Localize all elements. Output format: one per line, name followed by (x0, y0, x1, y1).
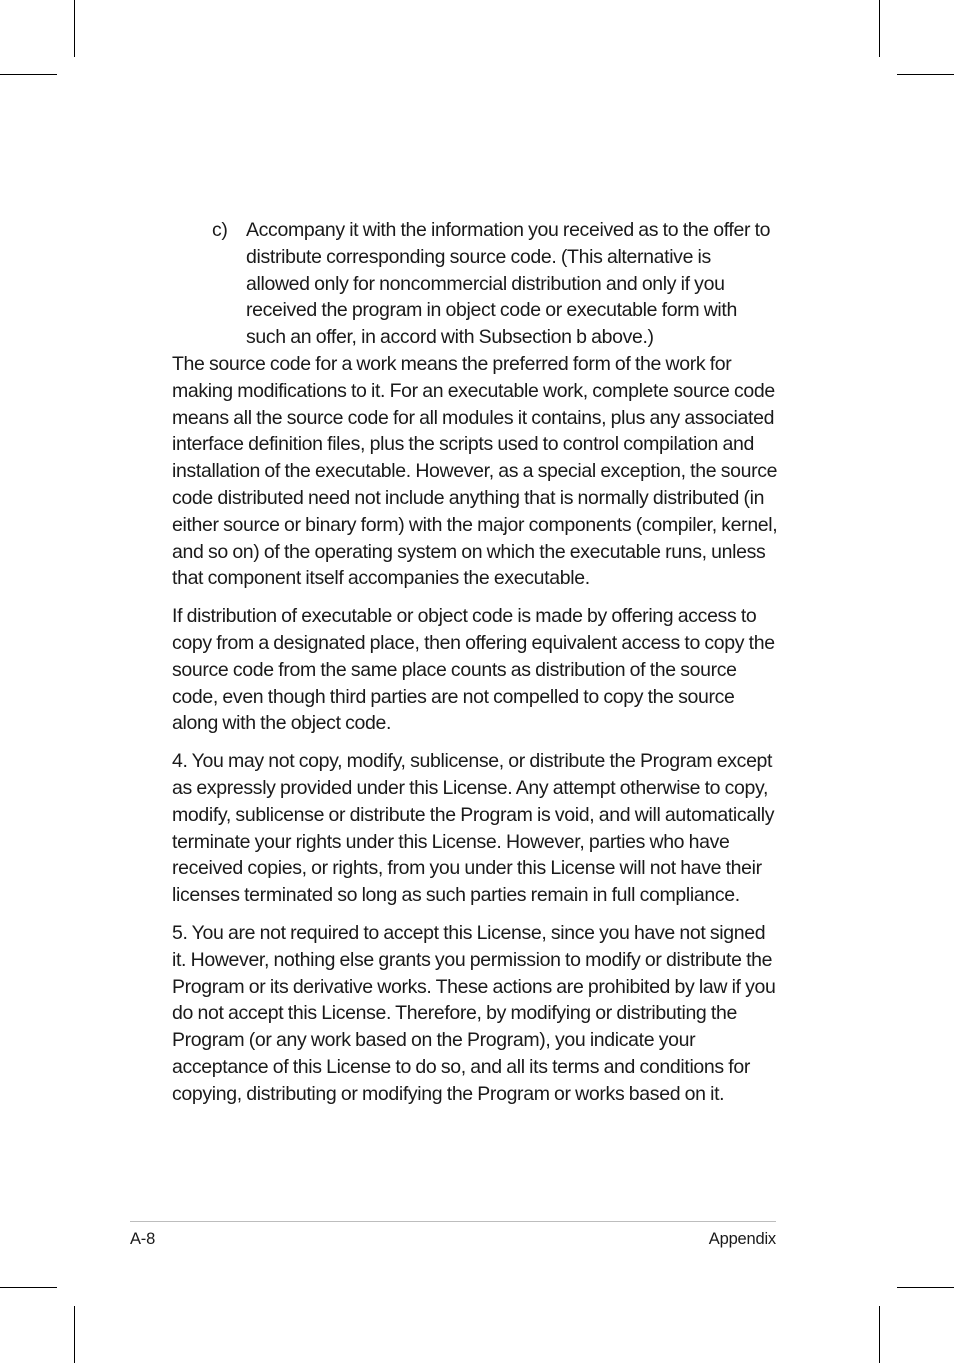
crop-mark-top-right-vertical (879, 0, 880, 57)
crop-mark-bottom-right-horizontal (897, 1287, 954, 1288)
paragraph-distribution-offer: If distribution of executable or object code is made by offering access to copy from a designated place, then offering equivalent access to copy the source code from the same place counts as distribution of the source code, even though third parties are not compelled to copy the source along with the object code. (172, 605, 775, 735)
list-item-text: Accompany it with the information you received as to the offer to distribute corresponding source code. (This alternative is allowed only for noncommercial distribution and only if you received the program in object code or executable form with such an offer, in accord with Subsection b above.) (246, 219, 771, 349)
list-marker: c) (212, 219, 228, 241)
crop-mark-top-right-horizontal (897, 74, 954, 75)
page-number: A-8 (130, 1230, 156, 1248)
crop-mark-bottom-left-horizontal (0, 1287, 57, 1288)
paragraph-section-5: 5. You are not required to accept this License, since you have not signed it. However, nothing else grants you permission to modify or distribute the Program or its derivative works. These actions are prohibited by law if you do not accept this License. Therefore, by modifying or distributing the Program (or any work based on the Program), you indicate your acceptance of this License to do so, and all its terms and conditions for copying, distributing or modifying the Program or works based on it. (172, 921, 776, 1105)
crop-mark-bottom-right-vertical (879, 1306, 880, 1363)
paragraph-section-4: 4. You may not copy, modify, sublicense, or distribute the Program except as expressly provided under this License. Any attempt otherwise to copy, modify, sublicense or distribute the Program is void, and will automatically terminate your rights under this License. However, parties who have received copies, or rights, from you under this License will not have their licenses terminated so long as such parties remain in full compliance. (172, 750, 775, 907)
paragraph-source-code-definition: The source code for a work means the preferred form of the work for making modifications to it. For an executable work, complete source code means all the source code for all modules it contains, plus any associated interface definition files, plus the scripts used to control compilation and installation of the executable. However, as a special exception, the source code distributed need not include anything that is normally distributed (in either source or binary form) with the major components (compiler, kernel, and so on) of the operating system on which the executable runs, unless that component itself accompanies the executable. (172, 352, 778, 590)
footer-section-title: Appendix (708, 1230, 776, 1248)
crop-mark-top-left-horizontal (0, 74, 57, 75)
crop-mark-top-left-vertical (74, 0, 75, 57)
footer-divider (130, 1221, 776, 1222)
crop-mark-bottom-left-vertical (74, 1306, 75, 1363)
list-item-c (212, 217, 778, 351)
page-body (172, 217, 778, 1119)
